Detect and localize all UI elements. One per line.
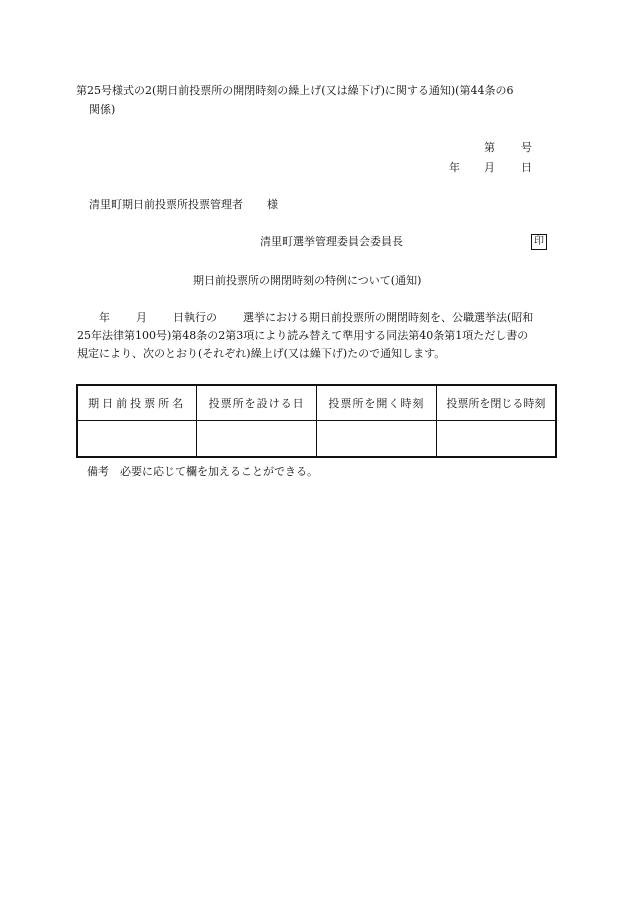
header-station-name: 期日前投票所名 [77,385,197,421]
remarks-note: 備考 必要に応じて欄を加えることができる。 [87,465,318,478]
table-cell-close-time [436,421,556,458]
header-close-time: 投票所を閉じる時刻 [436,385,556,421]
body-line1-text: 選挙における期日前投票所の開閉時刻を、公職選挙法(昭和 [243,311,534,324]
document-subject: 期日前投票所の開閉時刻の特例について(通知) [193,274,422,287]
table-header-row [77,385,556,421]
header-setup-date: 投票所を設ける日 [197,385,317,421]
sender-title: 清里町選挙管理委員会委員長 [260,235,403,248]
date-year-label: 年 [449,161,460,174]
form-heading-line2: 関係) [89,103,116,116]
document-number-prefix: 第 [484,141,495,154]
body-line3: 規定により、次のとおり(それぞれ)繰上げ(又は繰下げ)たので通知します。 [77,347,446,360]
table-row [77,421,556,458]
header-open-time: 投票所を開く時刻 [317,385,437,421]
seal-stamp-box: 印 [531,234,547,250]
body-day-label: 日執行の [173,311,217,324]
body-line2: 25年法律第100号)第48条の2第3項により読み替えて準用する同法第40条第1項ただし書の [77,329,529,342]
addressee-honorific: 様 [267,198,278,211]
document-number-suffix: 号 [521,141,532,154]
date-month-label: 月 [484,161,495,174]
table-cell-setup-date [197,421,317,458]
form-heading-line1: 第25号様式の2(期日前投票所の開閉時刻の繰上げ(又は繰下げ)に関する通知)(第44条の6 [76,84,514,97]
schedule-table [76,384,557,458]
table-cell-station-name [77,421,197,458]
body-year-label: 年 [99,311,110,324]
date-day-label: 日 [521,161,532,174]
addressee-name: 清里町期日前投票所投票管理者 [89,198,243,211]
table-cell-open-time [317,421,437,458]
body-month-label: 月 [136,311,147,324]
